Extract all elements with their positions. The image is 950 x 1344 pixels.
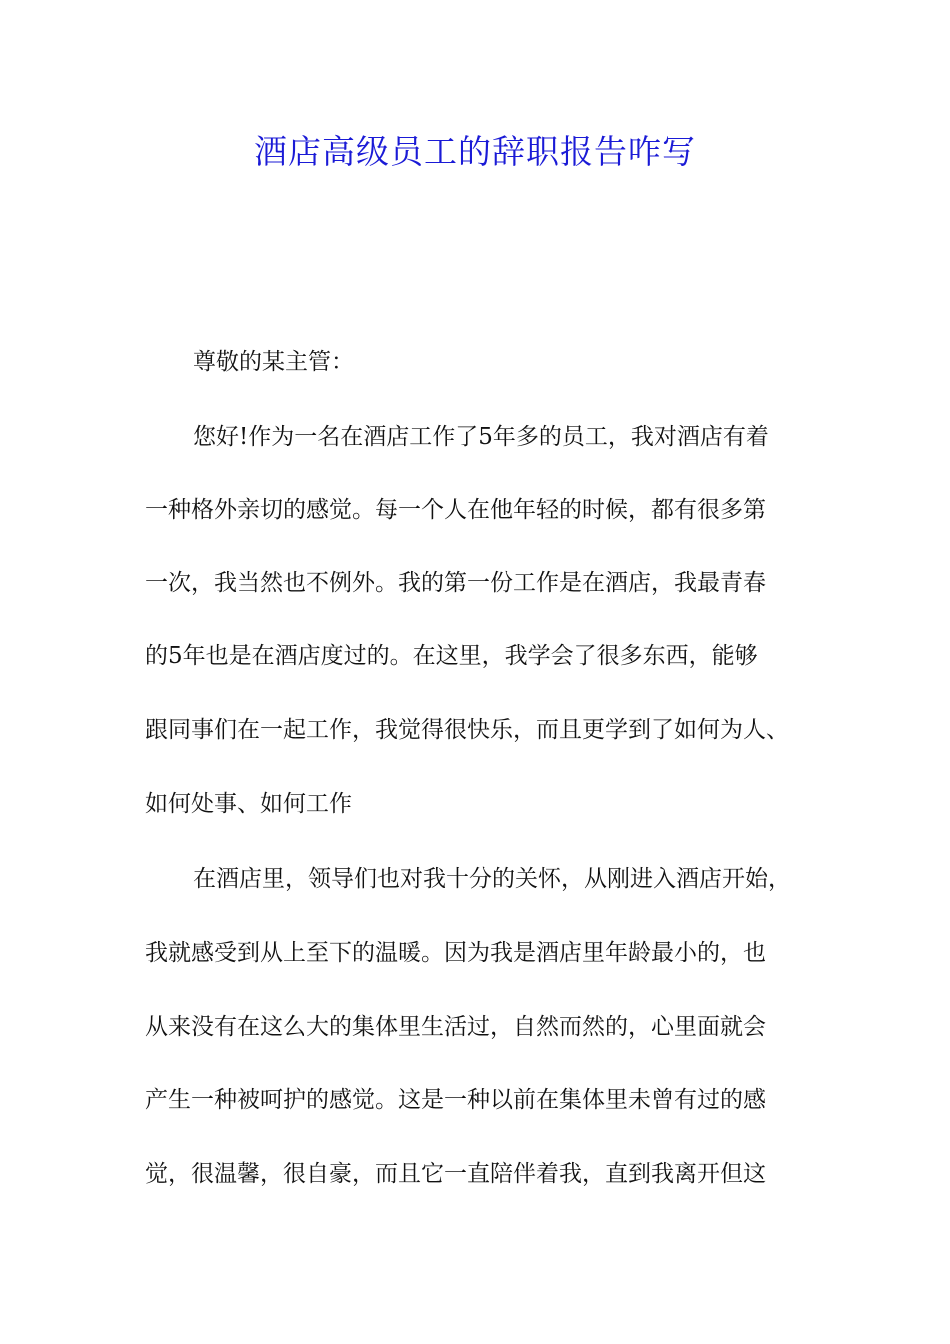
body-line: 如何处事、如何工作 bbox=[145, 791, 352, 817]
body-line: 我就感受到从上至下的温暖。因为我是酒店里年龄最小的，也 bbox=[145, 940, 766, 966]
document-title: 酒店高级员工的辞职报告咋写 bbox=[254, 132, 696, 171]
body-line: 一种格外亲切的感觉。每一个人在他年轻的时候，都有很多第 bbox=[145, 497, 766, 523]
body-line: 的5年也是在酒店度过的。在这里，我学会了很多东西，能够 bbox=[145, 643, 758, 669]
body-line: 产生一种被呵护的感觉。这是一种以前在集体里未曾有过的感 bbox=[145, 1087, 766, 1113]
body-line: 一次，我当然也不例外。我的第一份工作是在酒店，我最青春 bbox=[145, 570, 766, 596]
body-line: 在酒店里，领导们也对我十分的关怀，从刚进入酒店开始， bbox=[193, 866, 791, 892]
body-line: 觉，很温馨，很自豪，而且它一直陪伴着我，直到我离开但这 bbox=[145, 1161, 766, 1187]
body-line: 从来没有在这么大的集体里生活过，自然而然的，心里面就会 bbox=[145, 1014, 766, 1040]
body-line: 跟同事们在一起工作，我觉得很快乐，而且更学到了如何为人、 bbox=[145, 717, 789, 743]
body-line: 您好!作为一名在酒店工作了5年多的员工，我对酒店有着 bbox=[193, 424, 769, 450]
salutation: 尊敬的某主管： bbox=[193, 349, 354, 375]
